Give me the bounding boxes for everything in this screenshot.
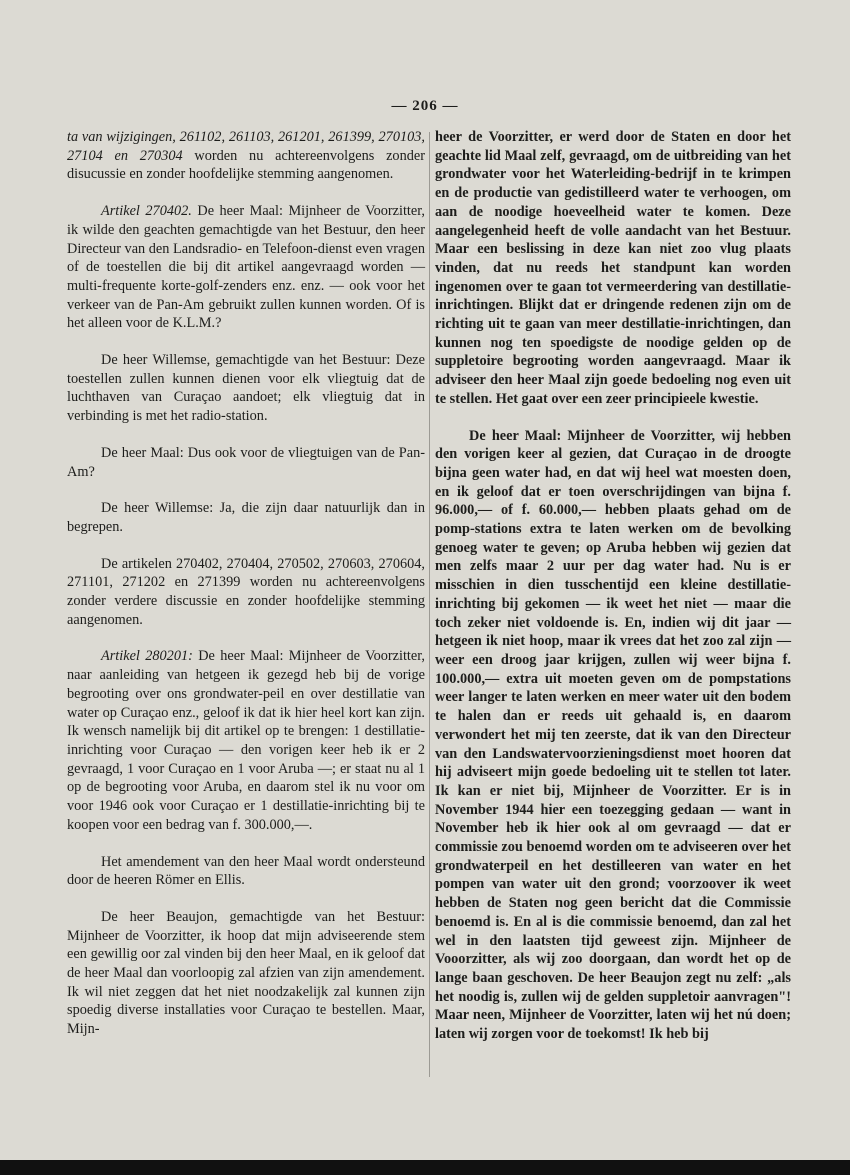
paragraph-text: De heer Willemse: Ja, die zijn daar natuurlijk dan in begrepen. xyxy=(67,500,425,535)
page-number: — 206 — xyxy=(391,98,459,114)
paragraph-left-3 xyxy=(67,351,425,426)
paragraph-lead: ta van wijzigingen, 261102, 261103, 261201, 261399, 270103, 27104 en 27030 xyxy=(67,129,425,164)
paragraph-left-1 xyxy=(67,128,425,184)
paragraph-left-9 xyxy=(67,908,425,1039)
paragraph-left-2 xyxy=(67,202,425,333)
paragraph-right-1 xyxy=(435,128,791,409)
paragraph-text: heer de Voorzitter, er werd door de Staten en door het geachte lid Maal zelf, gevraagd, om de uitbreiding van het grondwater voor het Waterleiding-bedrijf in te krimpen en de productie van gedistilleerd water te verhoogen, om aan de noodige hoeveelheid water te komen. Deze aangelegenheid heeft de volle aandacht van het Bestuur. Maar een beslissing in deze kan niet zoo vlug plaats vinden, dat nu reeds het standpunt kan worden ingenomen over te gaan tot vermeerdering van destillatie-inrichtingen. Blijkt dat er dringende redenen zijn om de richting uit te gaan van meer destillatie-inrichtingen, dan kunnen nog ten spoedigste de noodige gelden op de suppletoire begrooting worden aangevraagd. Maar ik adviseer den heer Maal zijn goede bedoeling nog even uit te stellen. Het gaat over een zeer principieele kwestie. xyxy=(435,129,791,407)
scan-bottom-edge xyxy=(0,1160,850,1175)
right-column xyxy=(435,128,791,1062)
paragraph-text: Het amendement van den heer Maal wordt ondersteund door de heeren Römer en Ellis. xyxy=(67,853,425,889)
paragraph-text: De heer Maal: Mijnheer de Voorzitter, wij hebben den vorigen keer al gezien, dat Curaçao in de droogte bijna geen water had, en dat wij heel wat moesten doen, en ik geloof dat er toen overschrijdingen van bijna f. 96.000,— of f. 60.000,— hebben plaats gehad om de pomp-stations extra te laten werken om de bevolking genoeg water te geven; op Aruba hebben wij gezien dat men zelfs maar 2 uur per dag water had. Nu is er misschien in dien tusschentijd een kleine destillatie-inrichting bij gekomen — ik weet het niet — maar die toch zeker niet voldoende is. En, indien wij dit jaar — hetgeen ik niet hoop, maar ik vrees dat het zoo zal zijn — weer een droog jaar krijgen, zullen wij weer bijna f. 100.000,— extra uit moeten geven om de pompstations weer langer te laten werken en meer water uit den bodem te halen dan er reeds uit gehaald is, en daarom verwondert het mij ten zeerste, dat ik van den Directeur van den Landswatervoorzieningsdienst moet hooren dat hij adviseert mijn goede bedoeling uit te stellen tot later. Ik kan er niet bij, Mijnheer de Voorzitter. Er is in November 1944 hier een toezegging gedaan — want in November heb ik hier ook al om gevraagd — dat er commissie zou benoemd worden om te adviseeren over het grondwaterpeil en het destilleeren van water en het pompen van water uit den grond; voorzoover ik weet hebben de Staten nog geen bericht dat die Commissie benoemd is. En al is die commissie benoemd, dan zal het wel in den laatsten tijd geweest zijn. Mijnheer de Vooorzitter, als wij zoo doorgaan, dan wordt het op de lange baan geschoven. De heer Beaujon zegt nu zelf: „als het noodig is, zullen wij de gelden suppletoir aanvragen"! Maar neen, Mijnheer de Voorzitter, laten wij het nú doen; laten wij zorgen voor de toekomst! Ik heb bij xyxy=(435,427,791,1043)
paragraph-text: De heer Beaujon, gemachtigde van het Bestuur: Mijnheer de Voorzitter, ik hoop dat mijn adviseerende stem een gewillig oor zal vinden bij den heer Maal, en ik geloof dat de heer Maal dan voorloopig zal afzien van zijn amendement. Ik wil niet zeggen dat het niet noodzakelijk zal kunnen zijn spoedig diverse installaties voor Curaçao te bestellen. Maar, Mijn- xyxy=(67,908,425,1038)
paragraph-lead-suffix: 4 xyxy=(175,147,183,164)
paragraph-lead: Artikel 280201: xyxy=(101,648,193,665)
paragraph-left-4 xyxy=(67,444,425,481)
paragraph-lead: Artikel 270402. xyxy=(101,203,192,220)
paragraph-text: De artikelen 270402, 270404, 270502, 270603, 270604, 271101, 271202 en 271399 worden nu achtereenvolgens zonder verdere discussie en zonder hoofdelijke stemming aangenomen. xyxy=(67,555,425,628)
paragraph-text: De heer Maal: Mijnheer de Voorzitter, ik wilde den geachten gemachtigde van het Bestuur, den heer Directeur van den Landsradio- en Telefoon-dienst even vragen of de toestellen die bij dit artikel aangevraagd worden — multi-frequente korte-golf-zenders enz. enz. — ook voor het verkeer van de Pan-Am gebruikt zullen kunnen worden. Of is het alleen voor de K.L.M.? xyxy=(67,203,425,332)
paragraph-left-6 xyxy=(67,555,425,630)
left-column xyxy=(67,128,425,1057)
paragraph-left-8 xyxy=(67,853,425,890)
column-divider xyxy=(429,132,430,1077)
paragraph-text: De heer Maal: Mijnheer de Voorzitter, naar aanleiding van hetgeen ik gezegd heb bij de vorige begrooting over ons grondwater-peil en over destillatie van water op Curaçao enz., geloof ik dat ik hier heel kort kan zijn. Ik wensch namelijk bij dit artikel op te brengen: 1 destillatie-inrichting voor Curaçao — den vorigen keer heb ik er 2 gevraagd, 1 voor Curaçao en 1 voor Aruba —; er staat nu al 1 op de begrooting voor Aruba, en daarom stel ik nu voor om voor 1946 ook voor Curaçao er 1 destillatie-inrichting bij te koopen voor een bedrag van f. 300.000,—. xyxy=(67,648,425,833)
paragraph-text: De heer Maal: Dus ook voor de vliegtuigen van de Pan-Am? xyxy=(67,444,425,480)
paragraph-left-7 xyxy=(67,647,425,834)
paragraph-text: worden nu achtereenvolgens zonder disucussie en zonder hoofdelijke stemming aangenomen. xyxy=(67,147,425,183)
paragraph-text: De heer Willemse, gemachtigde van het Bestuur: Deze toestellen zullen kunnen dienen voor elk vliegtuig dat de luchthaven van Curaçao aandoet; elk vliegtuig dat in verbinding is met het radio-station. xyxy=(67,352,425,425)
paragraph-left-5 xyxy=(67,499,425,536)
paragraph-right-2 xyxy=(435,427,791,1044)
